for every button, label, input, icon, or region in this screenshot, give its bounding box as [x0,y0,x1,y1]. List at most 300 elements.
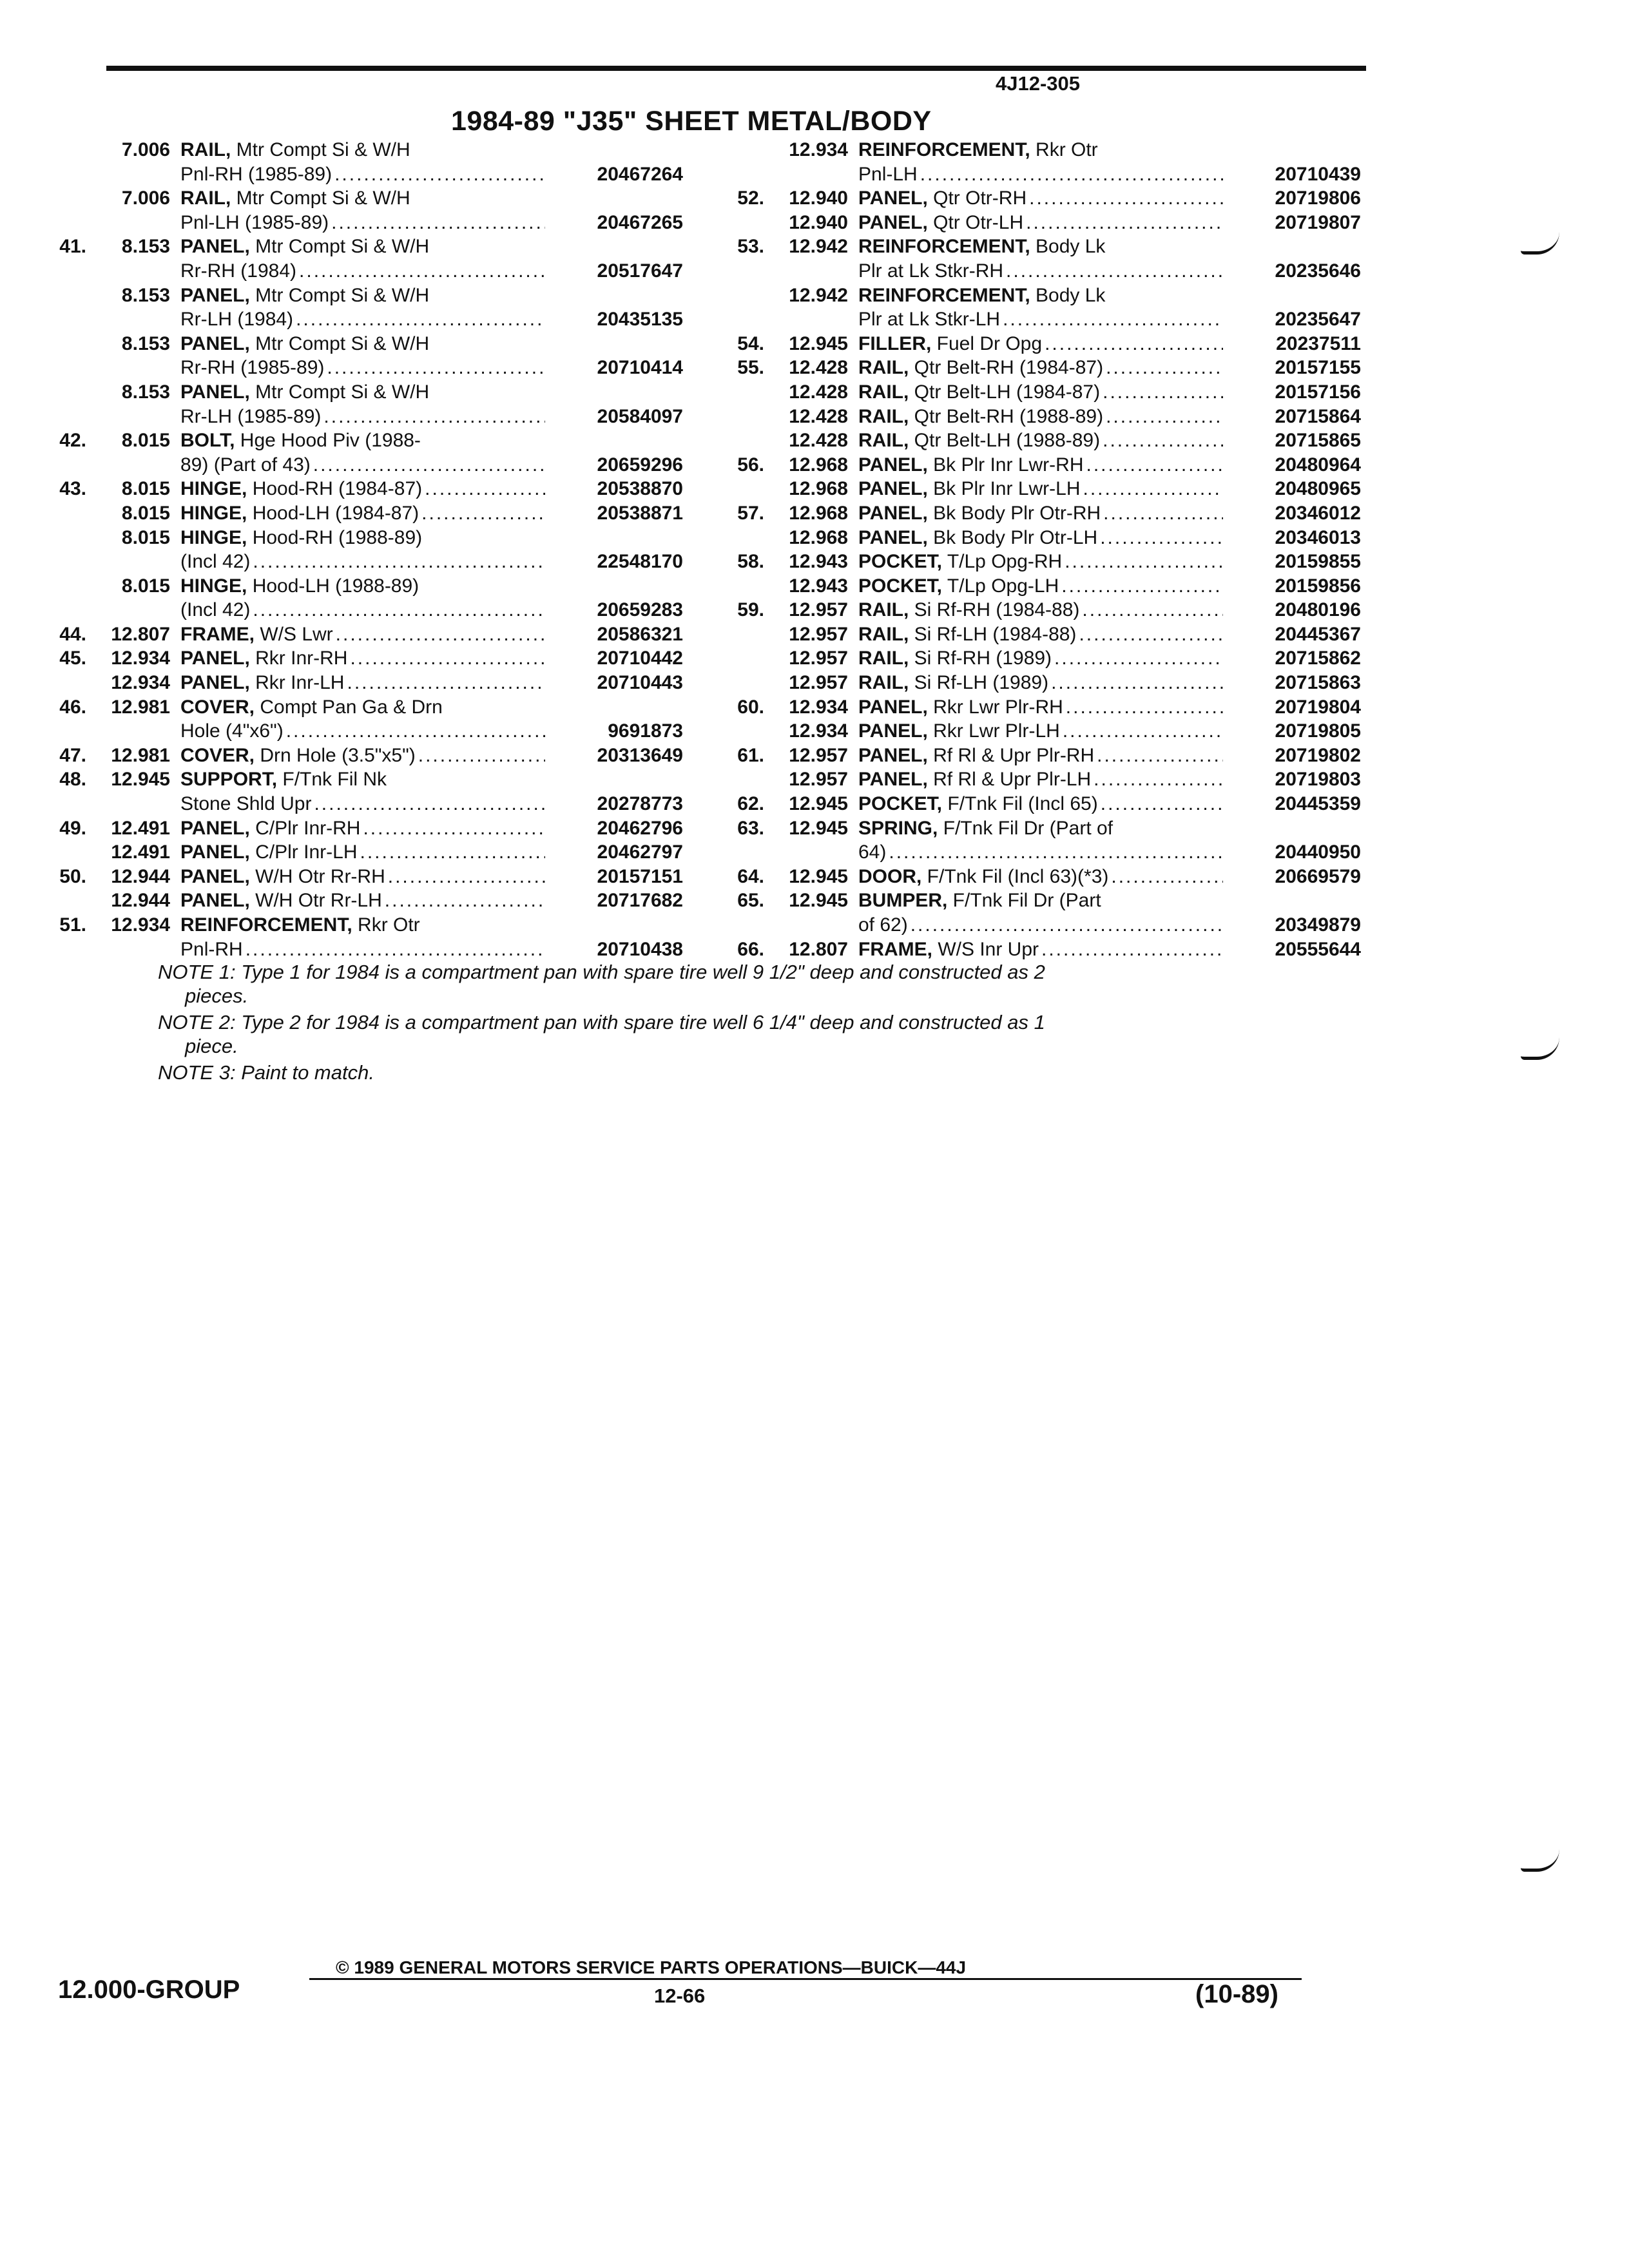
catalog-number: 12.957 [789,648,848,669]
leader-dots [246,937,545,962]
catalog-number: 12.428 [789,381,848,403]
part-number: 20445367 [1275,623,1361,645]
part-entry [39,380,683,428]
part-entry [717,332,1361,356]
part-number: 20719804 [1275,696,1361,718]
part-description [180,840,548,865]
item-number: 42. [59,430,86,452]
part-detail: Qtr Belt-LH (1984-87) [909,381,1101,403]
part-name: HINGE, [180,502,247,524]
leader-dots [253,598,545,622]
part-number: 20159855 [1275,551,1361,573]
part-detail: Rkr Lwr Plr-RH [927,696,1063,718]
part-detail: Si Rf-RH (1989) [909,648,1052,669]
catalog-number: 12.945 [789,890,848,912]
catalog-number: 12.945 [789,817,848,839]
part-detail: Hood-LH (1988-89) [247,575,419,597]
footer-rule [309,1978,1302,1980]
item-number [39,574,103,622]
part-number: 20584097 [597,405,683,427]
part-detail: Body Lk [1030,236,1106,258]
part-description [180,865,548,889]
part-detail: F/Tnk Fil Dr (Part of [938,817,1113,839]
leader-dots [911,913,1223,937]
catalog-number: 12.942 [789,284,848,306]
catalog-number: 12.944 [111,865,170,887]
part-name: PANEL, [858,769,928,791]
item-number: 50. [59,865,86,887]
part-entry [717,526,1361,550]
catalog-number: 12.491 [111,841,170,863]
part-number: 20719805 [1275,720,1361,742]
part-entry [39,913,683,961]
part-detail: Mtr Compt Si & W/H [231,139,410,160]
part-description [180,816,548,841]
part-detail: Qtr Belt-RH (1984-87) [909,357,1104,379]
part-name: FILLER, [858,332,932,354]
part-number: 20349879 [1275,914,1361,936]
leader-dots [1026,211,1223,235]
part-detail: Rf Rl & Upr Plr-RH [927,744,1095,766]
part-entry [39,622,683,647]
part-detail: Hood-RH (1988-89) [247,526,423,548]
part-entry [39,695,683,744]
part-description [180,332,548,380]
leader-dots [418,744,545,768]
item-number: 61. [737,744,764,766]
part-number: 20538871 [597,502,683,524]
part-detail-continued: Plr at Lk Stkr-LH [858,309,1001,331]
part-detail: W/S Lwr [255,623,333,645]
note-text-continued: piece. [185,1035,238,1057]
item-number: 65. [737,890,764,912]
part-number: 20586321 [597,623,683,645]
part-detail-continued: Rr-RH (1985-89) [180,357,325,379]
binder-mark [1521,232,1559,255]
part-description [858,816,1226,865]
item-number [717,284,781,332]
part-number: 20480965 [1275,478,1361,500]
part-entry [717,937,1361,962]
part-description [858,598,1226,622]
part-number: 20346012 [1275,502,1361,524]
part-name: PANEL, [180,841,250,863]
catalog-number: 8.153 [121,381,170,403]
page-code: 4J12-305 [996,72,1081,95]
part-description [180,646,548,671]
leader-dots [323,405,545,429]
part-name: BOLT, [180,430,235,452]
leader-dots [1051,671,1223,695]
part-number: 20659296 [597,454,683,476]
part-description [180,622,548,647]
part-number: 20719806 [1275,187,1361,209]
part-description [858,744,1226,768]
footer-page-number: 12-66 [654,1984,706,2007]
part-entry [717,356,1361,380]
catalog-number: 12.940 [789,211,848,233]
leader-dots [327,356,545,380]
catalog-number: 12.934 [111,914,170,936]
part-name: REINFORCEMENT, [858,236,1030,258]
part-description [180,574,548,622]
leader-dots [1086,453,1223,477]
part-detail: Qtr Belt-LH (1988-89) [909,430,1101,452]
part-detail-continued: Plr at Lk Stkr-RH [858,260,1004,282]
part-entry [717,646,1361,671]
item-number [717,405,781,429]
catalog-number: 12.940 [789,187,848,209]
part-name: RAIL, [858,430,909,452]
part-name: SPRING, [858,817,938,839]
part-number: 20555644 [1275,938,1361,960]
part-entry [717,453,1361,477]
parts-list-right [717,138,1361,961]
part-name: BUMPER, [858,890,948,912]
part-detail-continued: (Incl 42) [180,551,251,573]
part-name: PANEL, [180,332,250,354]
leader-dots [1094,767,1223,792]
part-entry [39,332,683,380]
part-entry [717,477,1361,501]
item-number: 62. [737,793,764,815]
item-number: 46. [59,696,86,718]
part-entry [39,744,683,768]
part-name: PANEL, [180,817,250,839]
part-detail: Body Lk [1030,284,1106,306]
part-number: 20157151 [597,865,683,887]
note [158,960,1318,1008]
part-entry [39,235,683,283]
item-number: 49. [59,817,86,839]
item-number: 47. [59,744,86,766]
catalog-number: 12.945 [789,865,848,887]
catalog-number: 7.006 [121,139,170,160]
part-number: 20719803 [1275,769,1361,791]
part-entry [39,671,683,695]
part-entry [39,767,683,816]
leader-dots [1003,307,1223,332]
part-number: 20480964 [1275,454,1361,476]
part-entry [717,211,1361,235]
leader-dots [1065,550,1223,574]
part-entry [717,767,1361,792]
footer-date: (10-89) [1195,1980,1278,2008]
part-number: 20710442 [597,648,683,669]
part-entry [717,186,1361,211]
part-number: 20715863 [1275,672,1361,694]
catalog-number: 12.968 [789,478,848,500]
part-entry [717,380,1361,405]
part-entry [717,671,1361,695]
leader-dots [1083,477,1223,501]
part-number: 20462797 [597,841,683,863]
part-description [858,550,1226,574]
part-detail-continued: of 62) [858,914,908,936]
part-name: PANEL, [180,865,250,887]
item-number [717,719,781,744]
note-text-continued: pieces. [185,985,249,1007]
part-number: 20717682 [597,890,683,912]
part-description [180,138,548,186]
catalog-number: 8.015 [121,430,170,452]
part-entry [717,138,1361,186]
catalog-number: 12.957 [789,769,848,791]
part-number: 20715864 [1275,405,1361,427]
part-number: 9691873 [608,720,683,742]
part-number: 20313649 [597,744,683,766]
part-number: 20157155 [1275,357,1361,379]
part-name: PANEL, [180,236,250,258]
part-detail: Fuel Dr Opg [931,332,1043,354]
part-entry [717,622,1361,647]
catalog-number: 12.934 [789,720,848,742]
item-number [717,671,781,695]
part-entry [717,792,1361,816]
item-number: 66. [737,938,764,960]
part-description [180,235,548,283]
part-name: POCKET, [858,551,943,573]
part-description [858,453,1226,477]
item-number: 64. [737,865,764,887]
part-entry [39,646,683,671]
catalog-number: 12.943 [789,575,848,597]
part-description [858,792,1226,816]
part-entry [39,501,683,526]
part-description [858,138,1226,186]
part-description [858,405,1226,429]
item-number [717,526,781,550]
part-number: 20710438 [597,938,683,960]
catalog-number: 8.153 [121,284,170,306]
part-entry [39,889,683,913]
catalog-number: 12.945 [111,769,170,791]
part-number: 20710414 [597,357,683,379]
part-description [858,937,1226,962]
note-text: NOTE 2: Type 2 for 1984 is a compartment pan with spare tire well 6 1/4" deep and constructed as 1 [158,1011,1045,1033]
part-name: FRAME, [180,623,255,645]
part-description [858,477,1226,501]
item-number [39,526,103,574]
item-number [39,284,103,332]
part-entry [39,865,683,889]
part-name: DOOR, [858,865,922,887]
item-number [39,332,103,380]
part-name: RAIL, [858,623,909,645]
part-detail: F/Tnk Fil Dr (Part [947,890,1101,912]
part-name: SUPPORT, [180,769,278,791]
part-description [180,671,548,695]
leader-dots [363,816,545,841]
leader-dots [425,477,545,501]
part-description [180,526,548,574]
part-entry [39,284,683,332]
leader-dots [1063,719,1223,744]
catalog-number: 12.934 [111,672,170,694]
part-entry [717,695,1361,720]
leader-dots [1082,598,1223,622]
part-detail: Bk Body Plr Otr-LH [927,526,1098,548]
item-number: 56. [737,454,764,476]
part-detail-continued: Pnl-LH (1985-89) [180,211,329,233]
item-number: 48. [59,769,86,791]
parts-list-left [39,138,683,961]
part-name: PANEL, [858,744,928,766]
catalog-number: 8.015 [121,502,170,524]
part-entry [39,574,683,622]
part-detail-continued: Rr-LH (1985-89) [180,405,322,427]
item-number: 63. [737,817,764,839]
part-description [180,767,548,816]
part-number: 20235647 [1275,309,1361,331]
part-description [858,526,1226,550]
catalog-number: 12.934 [789,139,848,160]
part-number: 20719802 [1275,744,1361,766]
item-number [717,380,781,405]
part-detail: F/Tnk Fil (Incl 65) [942,793,1098,815]
part-detail: Bk Body Plr Otr-RH [927,502,1101,524]
part-number: 20467264 [597,163,683,185]
part-detail: F/Tnk Fil (Incl 63)(*3) [921,865,1109,887]
part-description [858,719,1226,744]
part-description [180,186,548,235]
catalog-number: 12.957 [789,672,848,694]
part-description [858,356,1226,380]
part-entry [717,574,1361,599]
part-name: PANEL, [858,454,928,476]
part-description [180,428,548,477]
catalog-number: 12.957 [789,744,848,766]
leader-dots [331,211,545,235]
leader-dots [360,840,545,865]
part-name: COVER, [180,696,255,718]
catalog-number: 12.943 [789,551,848,573]
leader-dots [1097,744,1223,768]
part-detail: Mtr Compt Si & W/H [249,236,430,258]
part-description [858,622,1226,647]
leader-dots [1103,428,1223,453]
part-detail-continued: Rr-RH (1984) [180,260,297,282]
top-rule [106,66,1366,71]
part-number: 20462796 [597,817,683,839]
item-number [717,767,781,792]
part-name: REINFORCEMENT, [858,139,1030,160]
leader-dots [1079,622,1223,647]
part-name: RAIL, [858,672,909,694]
part-name: PANEL, [858,187,928,209]
part-name: RAIL, [858,405,909,427]
catalog-number: 12.428 [789,430,848,452]
part-description [180,744,548,768]
part-detail: Bk Plr Inr Lwr-RH [927,454,1084,476]
part-detail: Rkr Lwr Plr-LH [927,720,1060,742]
item-number [717,428,781,453]
part-detail: T/Lp Opg-LH [942,575,1059,597]
item-number [39,501,103,526]
catalog-number: 12.957 [789,623,848,645]
leader-dots [1029,186,1223,211]
item-number: 53. [737,236,764,258]
part-detail: Hge Hood Piv (1988- [235,430,421,452]
part-name: PANEL, [180,648,250,669]
part-detail: Si Rf-RH (1984-88) [909,599,1080,621]
leader-dots [1100,526,1223,550]
item-number: 54. [737,332,764,354]
leader-dots [1111,865,1223,889]
part-description [858,186,1226,211]
part-name: PANEL, [858,696,928,718]
part-number: 20278773 [597,793,683,815]
note-text: NOTE 1: Type 1 for 1984 is a compartment pan with spare tire well 9 1/2" deep and constructed as 2 [158,961,1045,983]
item-number: 60. [737,696,764,718]
part-detail-continued: Hole (4"x6") [180,720,284,742]
catalog-number: 8.153 [121,236,170,258]
item-number: 51. [59,914,86,936]
page-title: 1984-89 "J35" SHEET METAL/BODY [451,106,932,137]
part-description [180,889,548,913]
part-description [180,501,548,526]
leader-dots [296,307,545,332]
item-number [39,138,103,186]
note [158,1061,1318,1084]
part-detail: Rkr Otr [1030,139,1098,160]
leader-dots [336,622,545,647]
item-number: 41. [59,236,86,258]
part-description [858,428,1226,453]
part-name: POCKET, [858,793,943,815]
part-detail: Qtr Belt-RH (1988-89) [909,405,1104,427]
part-detail: Si Rf-LH (1989) [909,672,1049,694]
part-number: 20710439 [1275,163,1361,185]
part-detail-continued: (Incl 42) [180,599,251,621]
part-detail: Mtr Compt Si & W/H [249,381,430,403]
part-name: RAIL, [180,139,231,160]
part-number: 20435135 [597,309,683,331]
part-number: 20710443 [597,672,683,694]
part-detail: Qtr Otr-LH [927,211,1024,233]
part-detail: Si Rf-LH (1984-88) [909,623,1077,645]
part-description [858,671,1226,695]
leader-dots [1101,792,1223,816]
part-name: RAIL, [858,357,909,379]
part-description [858,332,1226,356]
item-number: 59. [737,599,764,621]
item-number [717,622,781,647]
part-entry [39,840,683,865]
catalog-number: 12.957 [789,599,848,621]
part-detail-continued: 64) [858,841,887,863]
part-detail: Rkr Inr-RH [249,648,348,669]
catalog-number: 12.428 [789,405,848,427]
leader-dots [920,162,1223,187]
item-number: 44. [59,623,86,645]
leader-dots [889,840,1223,865]
part-detail-continued: Rr-LH (1984) [180,309,294,331]
part-name: RAIL, [858,381,909,403]
part-entry [717,744,1361,768]
item-number [39,380,103,428]
binder-mark [1521,1849,1559,1872]
part-detail: W/S Inr Upr [932,938,1039,960]
part-entry [39,526,683,574]
part-detail: Compt Pan Ga & Drn [255,696,443,718]
item-number [717,574,781,599]
part-name: RAIL, [858,599,909,621]
item-number: 57. [737,502,764,524]
item-number: 43. [59,478,86,500]
part-entry [39,428,683,477]
part-name: HINGE, [180,575,247,597]
